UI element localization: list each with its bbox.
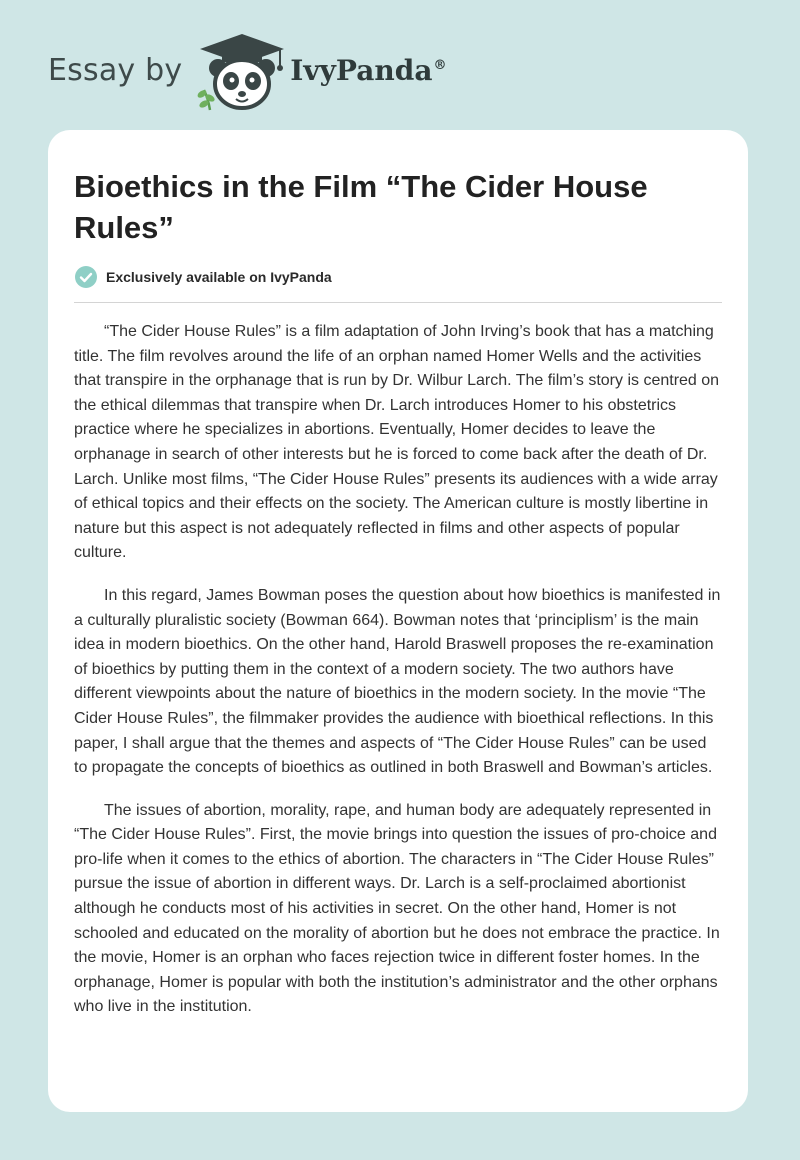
exclusive-badge [74,264,332,290]
exclusive-badge-text: Exclusively available on IvyPanda [106,269,332,285]
site-brand[interactable] [48,32,446,112]
brand-name: IvyPanda® [290,53,447,87]
check-circle-icon [74,265,98,289]
essay-paragraph: “The Cider House Rules” is a film adaptation of John Irving’s book that has a matching title. The film revolves around the life of an orphan named Homer Wells and the activities that transpire in the orphanage that is run by Dr. Wilbur Larch. The film’s story is centred on the ethical dilemmas that transpire when Dr. Larch introduces Homer to his obstetrics practice where he specializes in abortions. Eventually, Homer decides to leave the orphanage in search of other interests but he is forced to come back after the death of Dr. Larch. Unlike most films, “The Cider House Rules” presents its audiences with a wide array of ethical topics and their effects on the society. The American culture is mostly libertine in nature but this aspect is not adequately reflected in films and other aspects of popular culture. [74,323,720,562]
essay-paragraph: In this regard, James Bowman poses the question about how bioethics is manifested in a culturally pluralistic society (Bowman 664). Bowman notes that ‘principlism’ is the main idea in modern bioethics. On the other hand, Harold Braswell proposes the re-examination of bioethics by putting them in the context of a modern society. The two authors have different viewpoints about the nature of bioethics in the modern society. In the movie “The Cider House Rules”, the filmmaker provides the audience with bioethical reflections. In this paper, I shall argue that the themes and aspects of “The Cider House Rules” can be used to propagate the concepts of bioethics as outlined in both Braswell and Bowman’s articles. [74,586,721,777]
essay-card [48,130,748,1112]
title-divider [74,302,722,303]
registered-mark: ® [433,58,447,74]
essay-body [74,320,724,1038]
essay-paragraph: The issues of abortion, morality, rape, and human body are adequately represented in “The Cider House Rules”. First, the movie brings into question the issues of pro-choice and pro-life when it comes to the ethics of abortion. The characters in “The Cider House Rules” pursue the issue of abortion in different ways. Dr. Larch is a self-proclaimed abortionist although he conducts most of his activities in secret. On the other hand, Homer is not schooled and educated on the morality of abortion but he does not embrace the practice. In the movie, Homer is an orphan who faces rejection twice in different foster homes. In the orphanage, Homer is popular with both the institution’s administrator and the other orphans who live in the institution. [74,801,720,1016]
panda-graduate-logo-icon [196,32,288,112]
brand-prefix: Essay by [48,52,183,88]
page-title: Bioethics in the Film “The Cider House Rules” [74,169,648,245]
